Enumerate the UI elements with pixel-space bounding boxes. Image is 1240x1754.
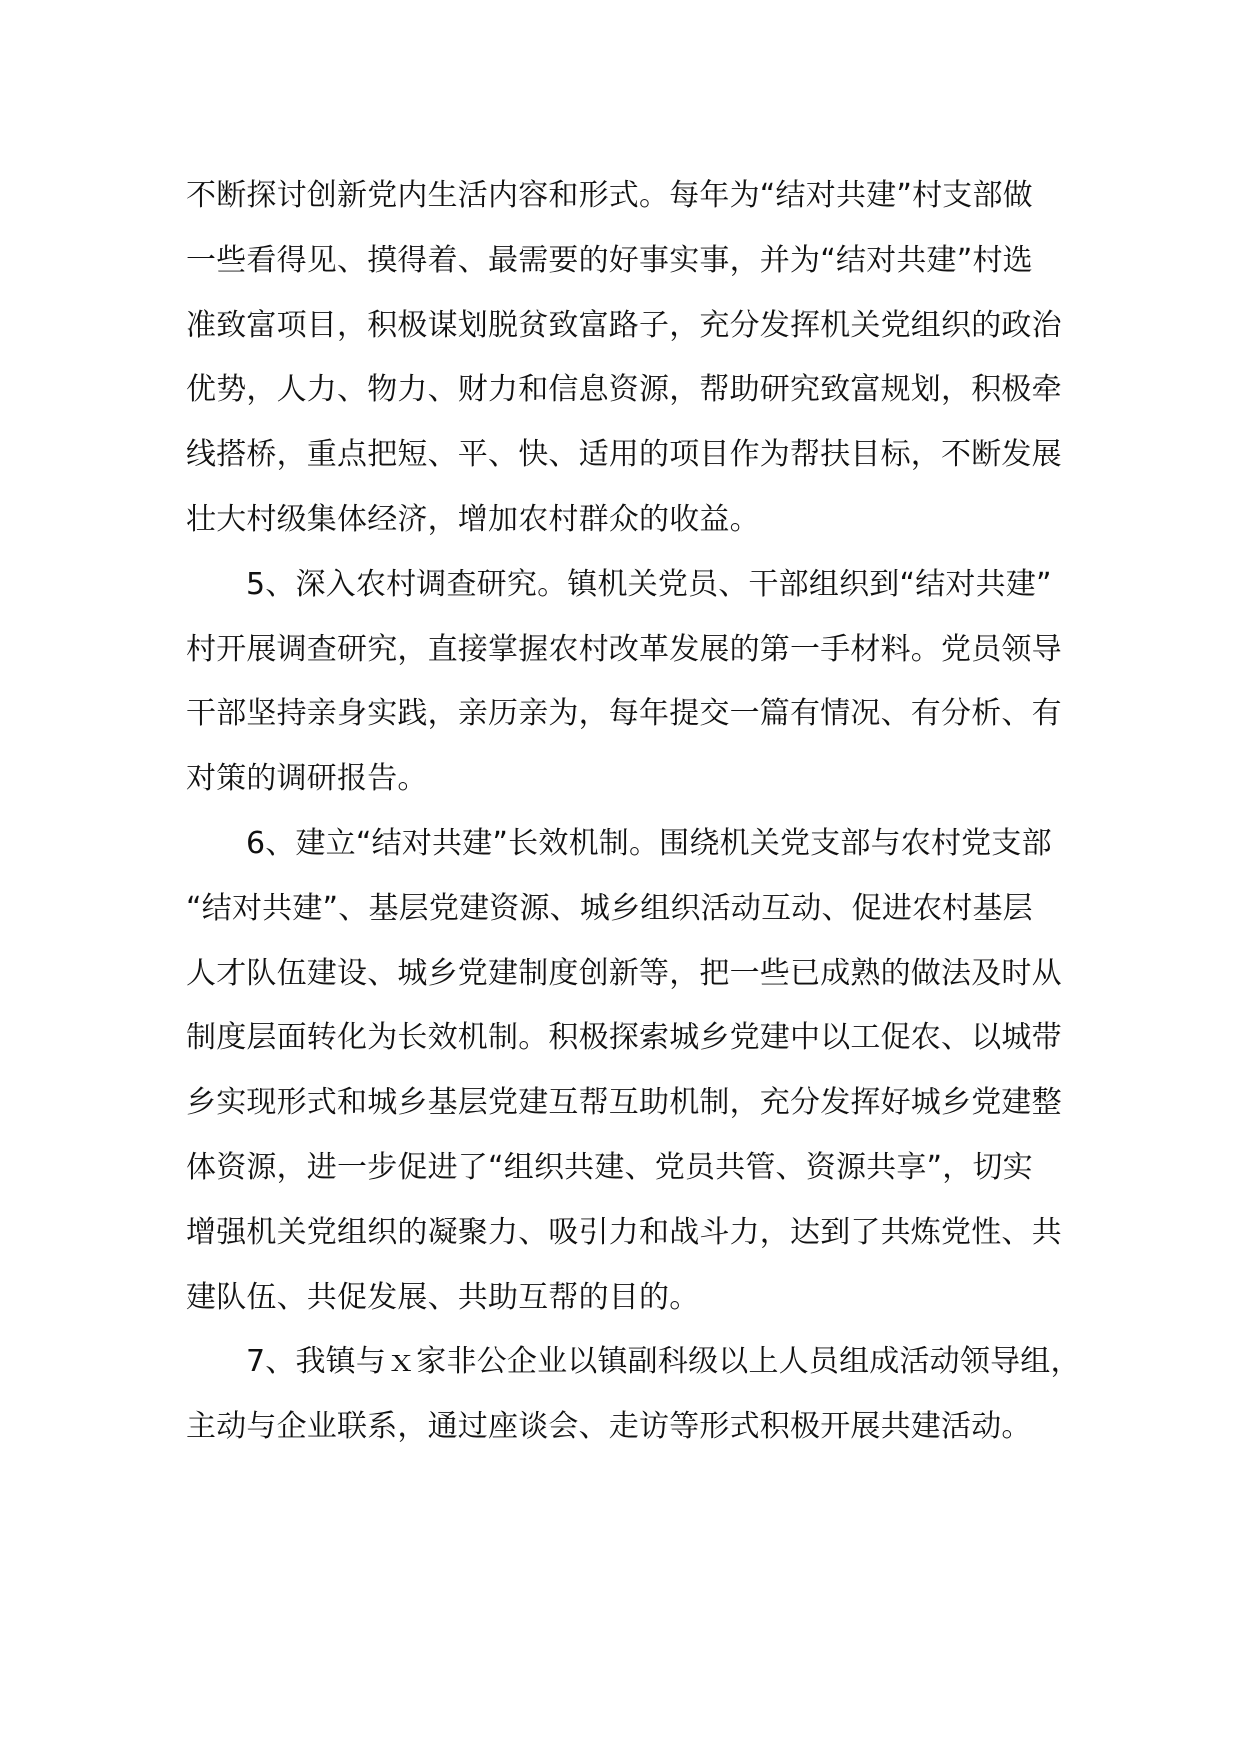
paragraph-continuation [186, 164, 1066, 553]
text-line: 建队伍、共促发展、共助互帮的目的。 [186, 1279, 700, 1315]
text-line: 一些看得见、摸得着、最需要的好事实事，并为“结对共建”村选 [186, 242, 1033, 278]
text-line: 体资源，进一步促进了“组织共建、党员共管、资源共享”，切实 [186, 1149, 1033, 1185]
text-line: 人才队伍建设、城乡党建制度创新等，把一些已成熟的做法及时从 [186, 955, 1062, 991]
document-body [186, 164, 1081, 1460]
text-line: 村开展调查研究，直接掌握农村改革发展的第一手材料。党员领导 [186, 631, 1062, 667]
text-line: 干部坚持亲身实践，亲历亲为，每年提交一篇有情况、有分析、有 [186, 696, 1062, 732]
text-line: 主动与企业联系，通过座谈会、走访等形式积极开展共建活动。 [186, 1409, 1032, 1445]
text-line: 增强机关党组织的凝聚力、吸引力和战斗力，达到了共炼党性、共 [186, 1214, 1062, 1250]
text-line: 乡实现形式和城乡基层党建互帮互助机制，充分发挥好城乡党建整 [186, 1085, 1062, 1121]
text-line: 制度层面转化为长效机制。积极探索城乡党建中以工促农、以城带 [186, 1020, 1062, 1056]
text-line: 5、深入农村调查研究。镇机关党员、干部组织到“结对共建” [246, 566, 1052, 602]
text-line: 不断探讨创新党内生活内容和形式。每年为“结对共建”村支部做 [186, 178, 1033, 213]
text-line: 对策的调研报告。 [186, 761, 428, 797]
text-line: 7、我镇与ｘ家非公企业以镇副科级以上人员组成活动领导组， [246, 1344, 1081, 1380]
paragraph-item-6 [186, 812, 1066, 1330]
text-line: 优势，人力、物力、财力和信息资源，帮助研究致富规划，积极牵 [186, 372, 1062, 408]
text-line: 准致富项目，积极谋划脱贫致富路子，充分发挥机关党组织的政治 [186, 307, 1062, 343]
text-line: 6、建立“结对共建”长效机制。围绕机关党支部与农村党支部 [246, 825, 1052, 861]
text-line: 线搭桥，重点把短、平、快、适用的项目作为帮扶目标，不断发展 [186, 437, 1062, 473]
paragraph-item-5 [186, 553, 1066, 812]
text-line: “结对共建”、基层党建资源、城乡组织活动互动、促进农村基层 [186, 890, 1033, 926]
paragraph-item-7 [186, 1330, 1081, 1460]
text-line: 壮大村级集体经济，增加农村群众的收益。 [186, 501, 760, 537]
